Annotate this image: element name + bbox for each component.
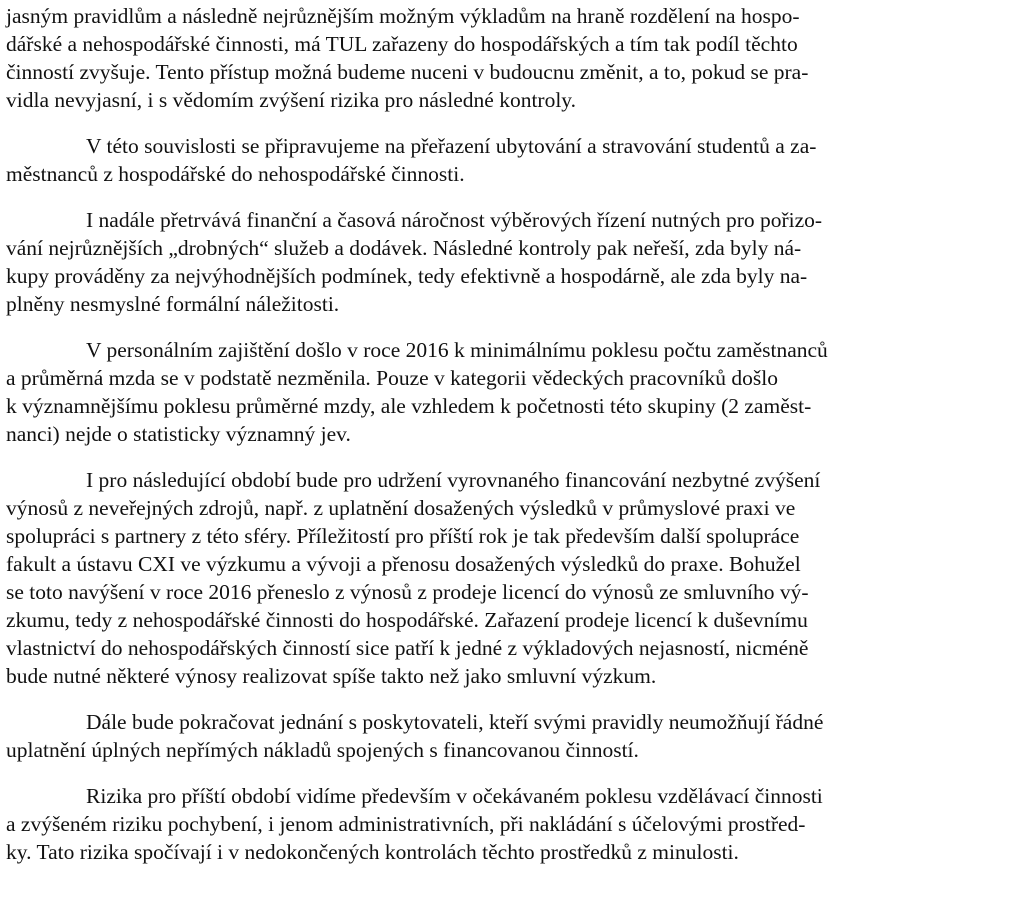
text-line: spolupráci s partnery z této sféry. Příležitostí pro příští rok je tak především další spolupráce xyxy=(6,524,800,548)
text-line: Dále bude pokračovat jednání s poskytovateli, kteří svými pravidly neumožňují řádné xyxy=(86,710,824,734)
paragraph-3 xyxy=(6,206,1018,318)
text-line: V této souvislosti se připravujeme na přeřazení ubytování a stravování studentů a za- xyxy=(86,134,817,158)
text-line: I pro následující období bude pro udržení vyrovnaného financování nezbytné zvýšení xyxy=(86,468,821,492)
paragraph-5 xyxy=(6,466,1018,690)
paragraph-1 xyxy=(6,2,1018,114)
paragraph-6 xyxy=(6,708,1018,764)
text-line: bude nutné některé výnosy realizovat spíše takto než jako smluvní výzkum. xyxy=(6,664,657,688)
paragraph-7 xyxy=(6,782,1018,866)
text-line: I nadále přetrvává finanční a časová náročnost výběrových řízení nutných pro pořizo- xyxy=(86,208,823,232)
text-line: činností zvyšuje. Tento přístup možná budeme nuceni v budoucnu změnit, a to, pokud se pra- xyxy=(6,60,809,84)
text-line: zkumu, tedy z nehospodářské činnosti do hospodářské. Zařazení prodeje licencí k duševnímu xyxy=(6,608,808,632)
text-line: se toto navýšení v roce 2016 přeneslo z výnosů z prodeje licencí do výnosů ze smluvního vý- xyxy=(6,580,809,604)
text-line: ky. Tato rizika spočívají i v nedokončených kontrolách těchto prostředků z minulosti. xyxy=(6,840,739,864)
text-line: fakult a ústavu CXI ve výzkumu a vývoji a přenosu dosažených výsledků do praxe. Bohužel xyxy=(6,552,801,576)
text-line: výnosů z neveřejných zdrojů, např. z uplatnění dosažených výsledků v průmyslové praxi ve xyxy=(6,496,796,520)
text-line: Rizika pro příští období vidíme především v očekávaném poklesu vzdělávací činnosti xyxy=(86,784,823,808)
text-line: plněny nesmyslné formální náležitosti. xyxy=(6,292,340,316)
text-line: uplatnění úplných nepřímých nákladů spojených s financovanou činností. xyxy=(6,738,639,762)
paragraph-2 xyxy=(6,132,1018,188)
text-line: dářské a nehospodářské činnosti, má TUL zařazeny do hospodářských a tím tak podíl těchto xyxy=(6,32,798,56)
text-line: jasným pravidlům a následně nejrůznějším možným výkladům na hraně rozdělení na hospo- xyxy=(6,4,800,28)
paragraph-4 xyxy=(6,336,1018,448)
text-line: a průměrná mzda se v podstatě nezměnila. Pouze v kategorii vědeckých pracovníků došlo xyxy=(6,366,778,390)
text-line: a zvýšeném riziku pochybení, i jenom administrativních, při nakládání s účelovými prostřed- xyxy=(6,812,806,836)
text-line: vání nejrůznějších „drobných“ služeb a dodávek. Následné kontroly pak neřeší, zda byly ná- xyxy=(6,236,802,260)
text-line: městnanců z hospodářské do nehospodářské činnosti. xyxy=(6,162,465,186)
text-line: vidla nevyjasní, i s vědomím zvýšení rizika pro následné kontroly. xyxy=(6,88,577,112)
text-line: vlastnictví do nehospodářských činností sice patří k jedné z výkladových nejasností, nicméně xyxy=(6,636,809,660)
text-line: kupy prováděny za nejvýhodnějších podmínek, tedy efektivně a hospodárně, ale zda byly na- xyxy=(6,264,808,288)
text-line: k významnějšímu poklesu průměrné mzdy, ale vzhledem k početnosti této skupiny (2 zaměst- xyxy=(6,394,812,418)
text-line: V personálním zajištění došlo v roce 2016 k minimálnímu poklesu počtu zaměstnanců xyxy=(86,338,828,362)
text-line: nanci) nejde o statisticky významný jev. xyxy=(6,422,351,446)
